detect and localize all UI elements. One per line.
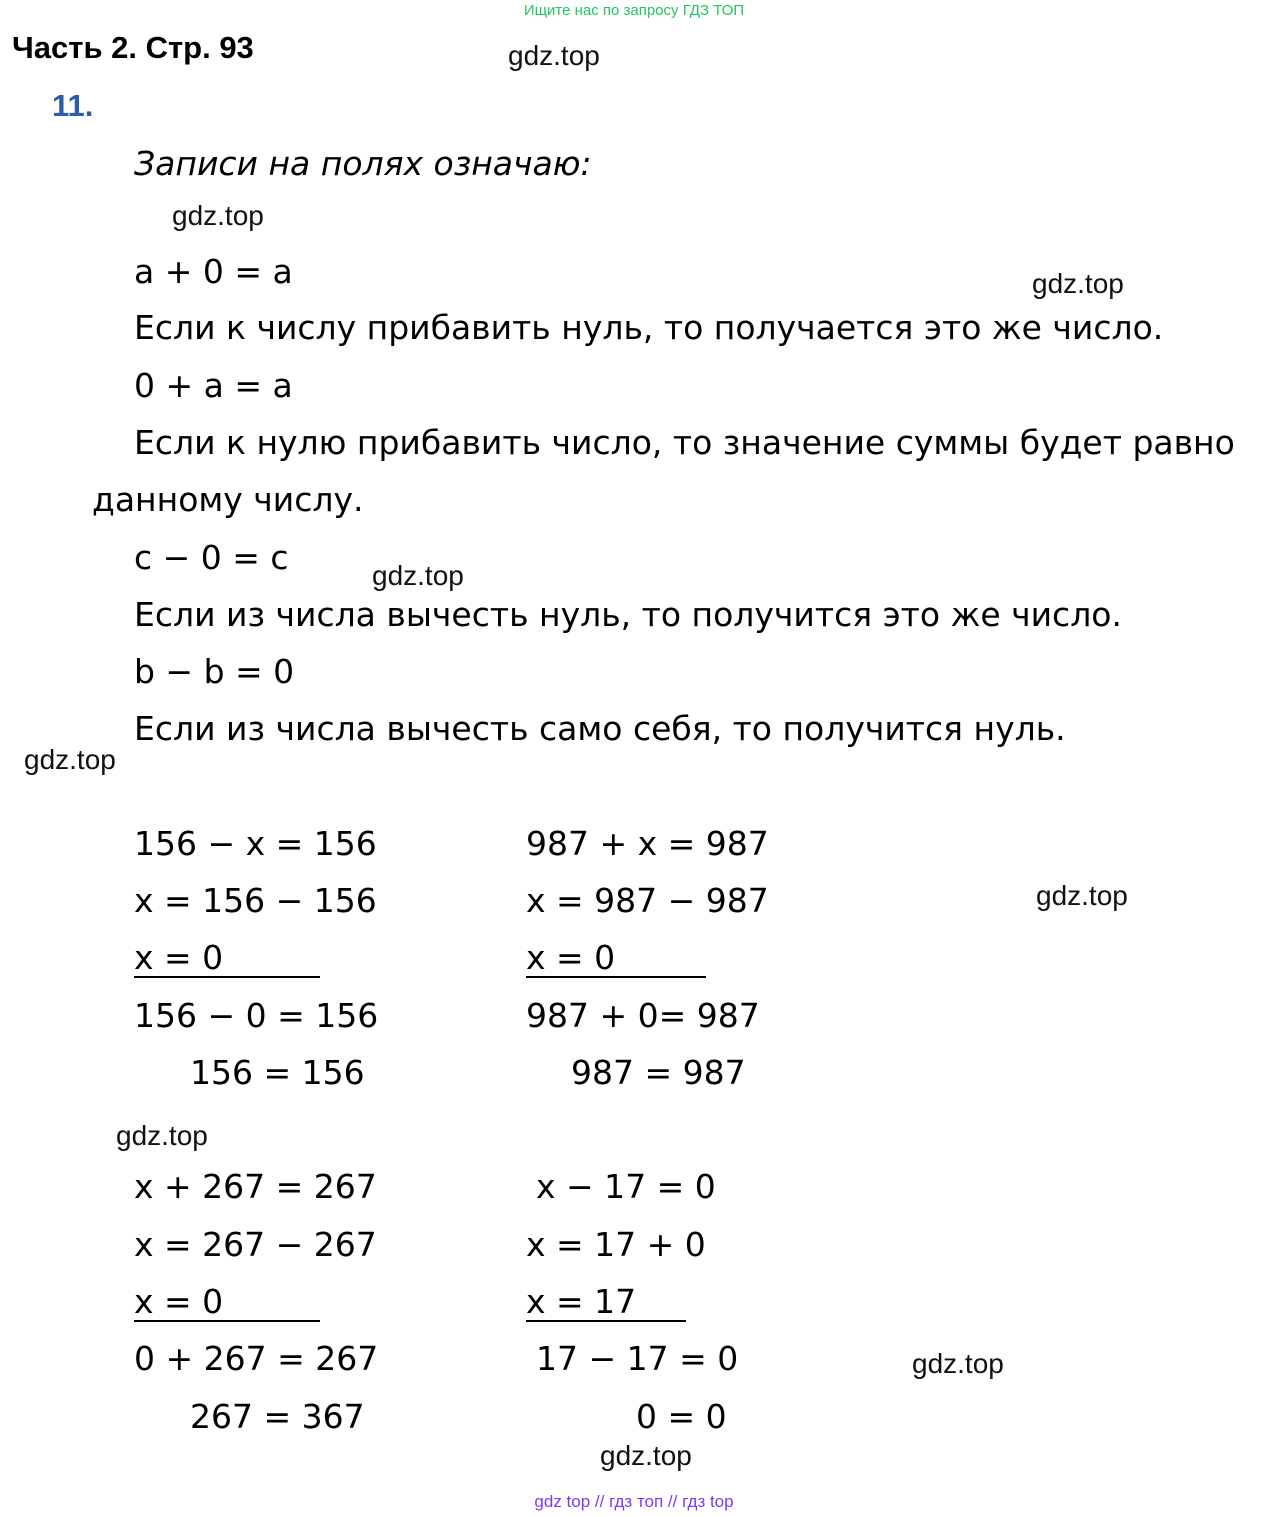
equation-check: 156 = 156 xyxy=(190,1053,365,1092)
equation-check: 267 = 367 xyxy=(190,1397,365,1436)
task-number: 11. xyxy=(52,88,94,123)
watermark: gdz.top xyxy=(24,744,116,775)
page-title: Часть 2. Стр. 93 xyxy=(12,30,254,65)
rule-text-continued: данному числу. xyxy=(92,480,364,519)
intro-text: Записи на полях означаю: xyxy=(134,144,592,183)
equation-answer xyxy=(526,1282,686,1322)
rule-text: Если из числа вычесть нуль, то получится это же число. xyxy=(134,595,1122,634)
rule-formula: 0 + a = a xyxy=(134,366,293,405)
rule-text: Если к нулю прибавить число, то значение суммы будет равно xyxy=(134,423,1235,462)
watermark: gdz.top xyxy=(116,1120,208,1151)
equation-line: x = 267 − 267 xyxy=(134,1225,377,1264)
equation-answer xyxy=(134,938,320,978)
equation-line: x = 987 − 987 xyxy=(526,881,769,920)
rule-formula: c − 0 = c xyxy=(134,538,289,577)
watermark: gdz.top xyxy=(600,1440,692,1471)
answer-underlined: x = 0 xyxy=(134,941,320,978)
rule-text: Если к числу прибавить нуль, то получается это же число. xyxy=(134,308,1164,347)
equation-check: 17 − 17 = 0 xyxy=(536,1339,739,1378)
rule-formula: a + 0 = a xyxy=(134,252,293,291)
answer-underlined: x = 17 xyxy=(526,1285,686,1322)
watermark: gdz.top xyxy=(372,560,464,591)
equation-line: x − 17 = 0 xyxy=(536,1167,716,1206)
watermark: gdz.top xyxy=(508,40,600,71)
equation-line: x + 267 = 267 xyxy=(134,1167,377,1206)
equation-line: 156 − x = 156 xyxy=(134,824,377,863)
rule-text: Если из числа вычесть само себя, то получится нуль. xyxy=(134,709,1066,748)
equation-line: 987 + x = 987 xyxy=(526,824,769,863)
equation-check: 0 = 0 xyxy=(636,1397,727,1436)
top-banner: Ищите нас по запросу ГДЗ ТОП xyxy=(523,2,745,19)
watermark: gdz.top xyxy=(172,200,264,231)
equation-check: 156 − 0 = 156 xyxy=(134,996,379,1035)
footer-links: gdz top // гдз топ // гдз top xyxy=(534,1492,734,1511)
equation-line: x = 156 − 156 xyxy=(134,881,377,920)
equation-check: 0 + 267 = 267 xyxy=(134,1339,379,1378)
equation-check: 987 = 987 xyxy=(571,1053,746,1092)
rule-formula: b − b = 0 xyxy=(134,652,295,691)
answer-underlined: x = 0 xyxy=(526,941,706,978)
watermark: gdz.top xyxy=(1036,880,1128,911)
equation-answer xyxy=(134,1282,320,1322)
watermark: gdz.top xyxy=(912,1348,1004,1379)
equation-answer xyxy=(526,938,706,978)
equation-line: x = 17 + 0 xyxy=(526,1225,706,1264)
equation-check: 987 + 0= 987 xyxy=(526,996,760,1035)
watermark: gdz.top xyxy=(1032,268,1124,299)
answer-underlined: x = 0 xyxy=(134,1285,320,1322)
